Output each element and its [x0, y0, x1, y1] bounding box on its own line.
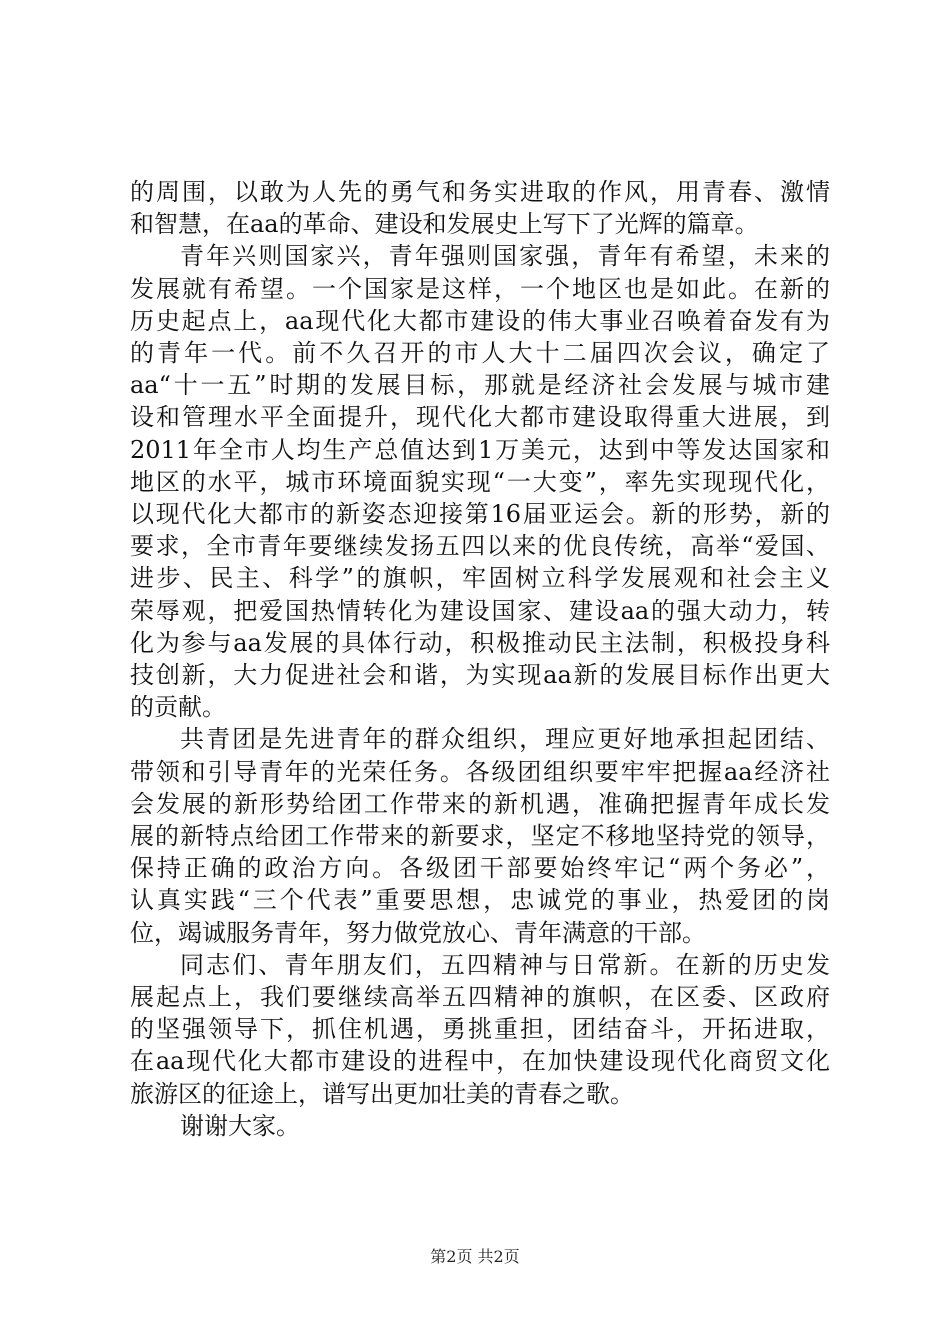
- paragraph-line: 认真实践“三个代表”重要思想，忠诚党的事业，热爱团的岗: [130, 886, 830, 915]
- paragraph-line: 荣辱观，把爱国热情转化为建设国家、建设aa的强大动力，转: [130, 596, 830, 625]
- paragraph-line: 保持正确的政治方向。各级团干部要始终牢记“两个务必”，: [130, 854, 830, 883]
- paragraph-line: 的贡献。: [130, 693, 226, 722]
- paragraph-line: 青年兴则国家兴，青年强则国家强，青年有希望，未来的: [180, 242, 830, 271]
- paragraph-line: 共青团是先进青年的群众组织，理应更好地承担起团结、: [180, 725, 830, 754]
- paragraph-line: 化为参与aa发展的具体行动，积极推动民主法制，积极投身科: [130, 628, 830, 657]
- paragraph-line: 同志们、青年朋友们，五四精神与日常新。在新的历史发: [180, 950, 830, 979]
- paragraph-line: 谢谢大家。: [180, 1111, 300, 1140]
- paragraph-line: 和智慧，在aa的革命、建设和发展史上写下了光辉的篇章。: [130, 210, 759, 239]
- paragraph-line: 的周围，以敢为人先的勇气和务实进取的作风，用青春、激情: [130, 178, 830, 206]
- paragraph-line: 旅游区的征途上，谱写出更加壮美的青春之歌。: [130, 1079, 634, 1108]
- paragraph-line: 展起点上，我们要继续高举五四精神的旗帜，在区委、区政府: [130, 983, 830, 1011]
- paragraph-line: 设和管理水平全面提升，现代化大都市建设取得重大进展，到: [130, 403, 830, 432]
- paragraph-line: 技创新，大力促进社会和谐，为实现aa新的发展目标作出更大: [130, 661, 830, 689]
- paragraph-line: 展的新特点给团工作带来的新要求，坚定不移地坚持党的领导，: [130, 822, 830, 850]
- paragraph-line: aa“十一五”时期的发展目标，那就是经济社会发展与城市建: [130, 371, 830, 400]
- page-footer: 第2页 共2页: [430, 1247, 520, 1266]
- paragraph-line: 位，竭诚服务青年，努力做党放心、青年满意的干部。: [130, 918, 706, 947]
- paragraph-line: 进步、民主、科学”的旗帜，牢固树立科学发展观和社会主义: [130, 564, 830, 593]
- paragraph-line: 的青年一代。前不久召开的市人大十二届四次会议，确定了: [130, 339, 830, 367]
- paragraph-line: 以现代化大都市的新姿态迎接第16届亚运会。新的形势，新的: [130, 500, 830, 528]
- paragraph-line: 在aa现代化大都市建设的进程中，在加快建设现代化商贸文化: [130, 1047, 830, 1076]
- paragraph-line: 地区的水平，城市环境面貌实现“一大变”，率先实现现代化，: [130, 467, 830, 496]
- paragraph-line: 历史起点上，aa现代化大都市建设的伟大事业召唤着奋发有为: [130, 306, 830, 335]
- paragraph-line: 带领和引导青年的光荣任务。各级团组织要牢牢把握aa经济社: [130, 757, 830, 786]
- paragraph-line: 发展就有希望。一个国家是这样，一个地区也是如此。在新的: [130, 274, 830, 303]
- paragraph-line: 会发展的新形势给团工作带来的新机遇，准确把握青年成长发: [130, 789, 830, 818]
- paragraph-line: 2011年全市人均生产总值达到1万美元，达到中等发达国家和: [130, 435, 830, 464]
- paragraph-line: 的坚强领导下，抓住机遇，勇挑重担，团结奋斗，开拓进取，: [130, 1015, 830, 1044]
- paragraph-line: 要求，全市青年要继续发扬五四以来的优良传统，高举“爱国、: [130, 532, 830, 561]
